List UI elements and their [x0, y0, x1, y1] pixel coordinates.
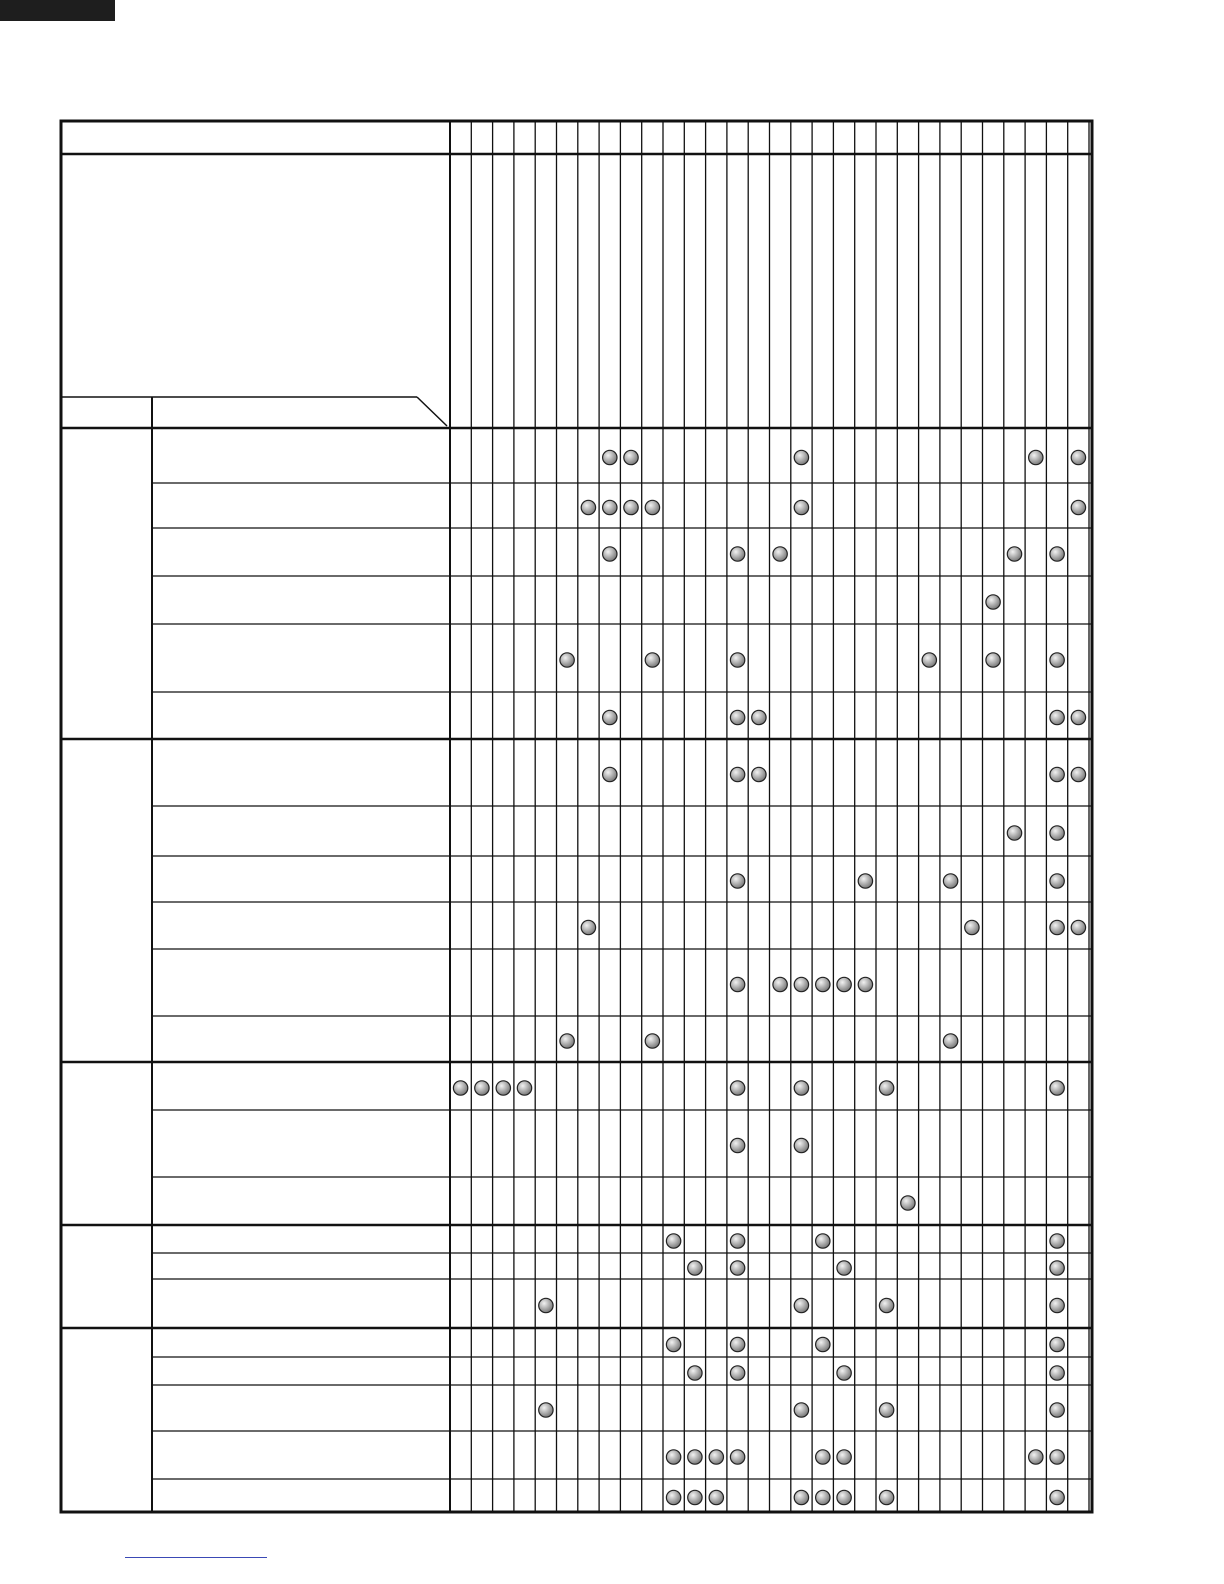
- table-mark-dot: [730, 1234, 744, 1248]
- table-mark-dot: [794, 1081, 808, 1095]
- table-mark-dot: [879, 1403, 893, 1417]
- table-mark-dot: [666, 1337, 680, 1351]
- table-mark-dot: [730, 710, 744, 724]
- table-mark-dot: [1050, 653, 1064, 667]
- table-mark-dot: [603, 710, 617, 724]
- table-mark-dot: [1050, 547, 1064, 561]
- table-mark-dot: [624, 450, 638, 464]
- table-mark-dot: [475, 1081, 489, 1095]
- table-mark-dot: [965, 920, 979, 934]
- table-mark-dot: [879, 1081, 893, 1095]
- table-mark-dot: [1071, 450, 1085, 464]
- table-mark-dot: [837, 1450, 851, 1464]
- table-mark-dot: [837, 1261, 851, 1275]
- table-mark-dot: [1050, 826, 1064, 840]
- table-mark-dot: [624, 500, 638, 514]
- table-mark-dot: [943, 874, 957, 888]
- table-mark-dot: [858, 874, 872, 888]
- table-mark-dot: [730, 767, 744, 781]
- table-mark-dot: [794, 1298, 808, 1312]
- table-mark-dot: [560, 653, 574, 667]
- table-mark-dot: [1050, 1490, 1064, 1504]
- table-mark-dot: [709, 1490, 723, 1504]
- table-mark-dot: [730, 1450, 744, 1464]
- table-mark-dot: [752, 767, 766, 781]
- table-mark-dot: [837, 1366, 851, 1380]
- table-mark-dot: [730, 653, 744, 667]
- table-mark-dot: [943, 1034, 957, 1048]
- table-mark-dot: [794, 1138, 808, 1152]
- table-mark-dot: [730, 547, 744, 561]
- subheader-diagonal-line: [417, 397, 447, 426]
- table-mark-dot: [837, 1490, 851, 1504]
- table-mark-dot: [645, 1034, 659, 1048]
- table-mark-dot: [453, 1081, 467, 1095]
- table-mark-dot: [730, 1081, 744, 1095]
- table-mark-dot: [1071, 500, 1085, 514]
- table-mark-dot: [1029, 450, 1043, 464]
- table-mark-dot: [730, 1366, 744, 1380]
- footer-link[interactable]: [125, 1557, 267, 1558]
- table-mark-dot: [816, 1490, 830, 1504]
- table-mark-dot: [1050, 1450, 1064, 1464]
- table-mark-dot: [1050, 1081, 1064, 1095]
- table-mark-dot: [603, 500, 617, 514]
- table-mark-dot: [645, 500, 659, 514]
- table-mark-dot: [603, 450, 617, 464]
- table-mark-dot: [816, 977, 830, 991]
- table-mark-dot: [1071, 767, 1085, 781]
- table-mark-dot: [986, 595, 1000, 609]
- table-mark-dot: [1050, 767, 1064, 781]
- table-mark-dot: [1050, 1403, 1064, 1417]
- table-mark-dot: [666, 1234, 680, 1248]
- table-mark-dot: [1071, 710, 1085, 724]
- table-mark-dot: [816, 1234, 830, 1248]
- table-mark-dot: [794, 500, 808, 514]
- table-mark-dot: [879, 1490, 893, 1504]
- table-mark-dot: [730, 1138, 744, 1152]
- table-mark-dot: [496, 1081, 510, 1095]
- table-mark-dot: [773, 547, 787, 561]
- table-mark-dot: [794, 977, 808, 991]
- table-mark-dot: [1050, 874, 1064, 888]
- table-mark-dot: [730, 1337, 744, 1351]
- table-mark-dot: [816, 1450, 830, 1464]
- table-mark-dot: [666, 1490, 680, 1504]
- table-mark-dot: [539, 1298, 553, 1312]
- table-mark-dot: [581, 920, 595, 934]
- table-mark-dot: [1050, 710, 1064, 724]
- table-mark-dot: [688, 1490, 702, 1504]
- table-mark-dot: [688, 1450, 702, 1464]
- table-mark-dot: [816, 1337, 830, 1351]
- table-mark-dot: [794, 450, 808, 464]
- table-mark-dot: [922, 653, 936, 667]
- table-mark-dot: [730, 874, 744, 888]
- table-mark-dot: [1050, 1366, 1064, 1380]
- table-mark-dot: [1050, 1234, 1064, 1248]
- table-mark-dot: [879, 1298, 893, 1312]
- table-mark-dot: [1007, 547, 1021, 561]
- table-mark-dot: [1050, 1337, 1064, 1351]
- table-mark-dot: [1029, 1450, 1043, 1464]
- table-mark-dot: [986, 653, 1000, 667]
- table-grid: [61, 121, 1092, 1512]
- table-mark-dot: [688, 1261, 702, 1275]
- table-mark-dot: [1050, 1261, 1064, 1275]
- table-mark-dot: [581, 500, 595, 514]
- table-mark-dot: [730, 1261, 744, 1275]
- table-mark-dot: [858, 977, 872, 991]
- table-mark-dot: [709, 1450, 723, 1464]
- table-border: [61, 121, 1092, 1512]
- table-mark-dot: [773, 977, 787, 991]
- table-mark-dot: [539, 1403, 553, 1417]
- table-mark-dot: [794, 1490, 808, 1504]
- table-mark-dot: [1071, 920, 1085, 934]
- table-mark-dot: [1050, 1298, 1064, 1312]
- table-mark-dot: [752, 710, 766, 724]
- table-mark-dot: [1050, 920, 1064, 934]
- table-mark-dot: [560, 1034, 574, 1048]
- table-mark-dot: [837, 977, 851, 991]
- table-mark-dot: [517, 1081, 531, 1095]
- table-mark-dot: [603, 767, 617, 781]
- table-mark-dot: [603, 547, 617, 561]
- table-mark-dot: [901, 1196, 915, 1210]
- table-mark-dot: [1007, 826, 1021, 840]
- table-mark-dot: [645, 653, 659, 667]
- table-mark-dot: [688, 1366, 702, 1380]
- table-mark-dot: [794, 1403, 808, 1417]
- table-mark-dot: [666, 1450, 680, 1464]
- table-mark-dot: [730, 977, 744, 991]
